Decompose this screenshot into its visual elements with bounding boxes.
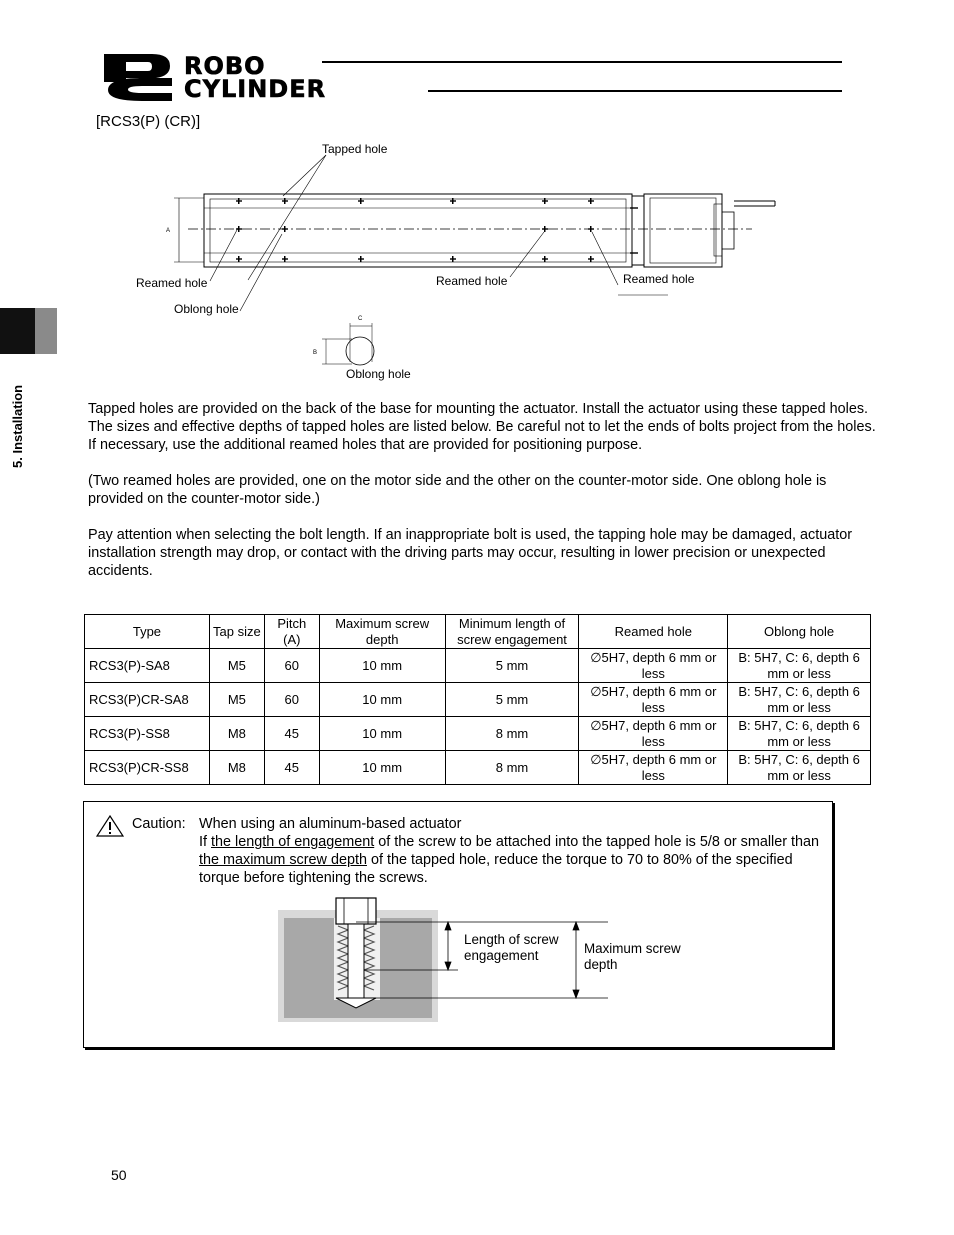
rc-logo-mark-icon	[100, 52, 180, 102]
section-tab-marker	[0, 308, 57, 354]
caution-title: When using an aluminum-based actuator	[199, 816, 462, 832]
cell-reamed-hole: ∅5H7, depth 6 mm or less	[579, 717, 728, 751]
cell-max-depth: 10 mm	[319, 683, 445, 717]
cell-type: RCS3(P)CR-SA8	[85, 683, 210, 717]
cell-tap-size: M8	[209, 717, 264, 751]
header-min-engagement: Minimum length of screw engagement	[445, 615, 579, 649]
cell-reamed-hole: ∅5H7, depth 6 mm or less	[579, 649, 728, 683]
cell-type: RCS3(P)-SA8	[85, 649, 210, 683]
tapped-hole-spec-table	[84, 614, 871, 785]
label-reamed-hole-middle: Reamed hole	[436, 274, 508, 288]
cell-pitch: 45	[264, 717, 319, 751]
cell-min-engagement: 5 mm	[445, 649, 579, 683]
cell-oblong-hole: B: 5H7, C: 6, depth 6 mm or less	[728, 751, 871, 785]
dimension-b-label: B	[313, 350, 318, 356]
cell-min-engagement: 8 mm	[445, 751, 579, 785]
cell-reamed-hole: ∅5H7, depth 6 mm or less	[579, 683, 728, 717]
label-length-engagement-2: engagement	[464, 948, 539, 963]
cell-max-depth: 10 mm	[319, 649, 445, 683]
underline-length-of-engagement: the length of engagement	[211, 834, 375, 850]
screw-engagement-diagram	[276, 894, 616, 1026]
paragraph-bolt-length: Pay attention when selecting the bolt length. If an inappropriate bolt is used, the tapping hole may be damaged, actuator installation strength may drop, or contact with the driving parts may occur, resulting in lower precision or unexpected accidents.	[88, 527, 853, 579]
header-type: Type	[85, 615, 210, 649]
cell-pitch: 45	[264, 751, 319, 785]
label-max-screw-depth-2: depth	[584, 957, 618, 972]
header-rule-bottom	[428, 90, 842, 92]
cell-min-engagement: 8 mm	[445, 717, 579, 751]
header-reamed-hole: Reamed hole	[579, 615, 728, 649]
cell-type: RCS3(P)CR-SS8	[85, 751, 210, 785]
label-length-engagement-1: Length of screw	[464, 932, 559, 947]
dimension-a-label: A	[166, 228, 171, 234]
table-header-row	[85, 615, 871, 649]
header-max-screw-depth: Maximum screw depth	[319, 615, 445, 649]
logo-text-cylinder: CYLINDER	[184, 75, 327, 103]
cell-pitch: 60	[264, 683, 319, 717]
table-row	[85, 649, 871, 683]
mounting-hole-diagram	[130, 140, 790, 385]
robo-cylinder-logo	[100, 52, 430, 102]
caution-label: Caution:	[132, 816, 186, 832]
underline-max-screw-depth: the maximum screw depth	[199, 852, 367, 868]
cell-tap-size: M5	[209, 649, 264, 683]
paragraph-tapped-holes: Tapped holes are provided on the back of the base for mounting the actuator. Install the actuator using these tapped holes. The sizes and effective depths of tapped holes are listed below. Be careful not to let the ends of bolts project from the holes. If necessary, use the additional reamed holes that are provided for positioning purpose.	[88, 401, 876, 453]
table-row	[85, 717, 871, 751]
cell-type: RCS3(P)-SS8	[85, 717, 210, 751]
cell-reamed-hole: ∅5H7, depth 6 mm or less	[579, 751, 728, 785]
paragraph-reamed-holes: (Two reamed holes are provided, one on the motor side and the other on the counter-motor side. One oblong hole is provided on the counter-motor side.)	[88, 473, 827, 507]
label-oblong-hole: Oblong hole	[174, 302, 239, 316]
caution-body: If the length of engagement of the screw to be attached into the tapped hole is 5/8 or smaller than the maximum screw depth of the tapped hole, reduce the torque to 70 to 80% of the specified torque before tightening the screws.	[199, 834, 820, 886]
header-tap-size: Tap size	[209, 615, 264, 649]
label-tapped-hole: Tapped hole	[322, 142, 388, 156]
dimension-c-label: C	[358, 316, 363, 322]
section-label: 5. Installation	[10, 384, 25, 468]
cell-max-depth: 10 mm	[319, 751, 445, 785]
table-row	[85, 751, 871, 785]
page-number: 50	[111, 1167, 127, 1183]
model-label: [RCS3(P) (CR)]	[96, 113, 201, 130]
table-row	[85, 683, 871, 717]
label-max-screw-depth-1: Maximum screw	[584, 941, 681, 956]
caution-box	[83, 801, 833, 1048]
cell-oblong-hole: B: 5H7, C: 6, depth 6 mm or less	[728, 649, 871, 683]
cell-min-engagement: 5 mm	[445, 683, 579, 717]
label-reamed-hole-left: Reamed hole	[136, 276, 208, 290]
cell-tap-size: M8	[209, 751, 264, 785]
logo-text-robo: ROBO	[184, 52, 266, 80]
label-oblong-hole-detail: Oblong hole	[346, 367, 411, 381]
header-rule-top	[322, 61, 842, 63]
cell-tap-size: M5	[209, 683, 264, 717]
warning-triangle-icon	[96, 815, 124, 837]
cell-pitch: 60	[264, 649, 319, 683]
header-pitch: Pitch (A)	[264, 615, 319, 649]
label-reamed-hole-right: Reamed hole	[623, 272, 695, 286]
header-oblong-hole: Oblong hole	[728, 615, 871, 649]
cell-max-depth: 10 mm	[319, 717, 445, 751]
cell-oblong-hole: B: 5H7, C: 6, depth 6 mm or less	[728, 683, 871, 717]
cell-oblong-hole: B: 5H7, C: 6, depth 6 mm or less	[728, 717, 871, 751]
